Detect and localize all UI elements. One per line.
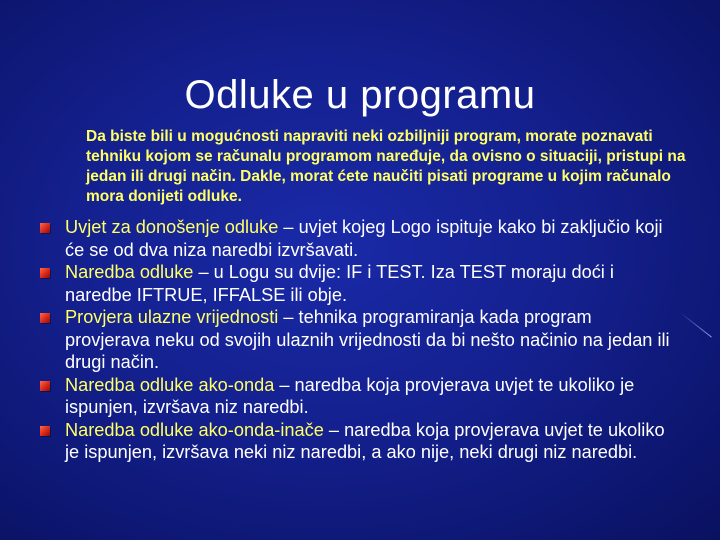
bullet-term: Provjera ulazne vrijednosti — [65, 307, 279, 327]
square-bullet-icon — [40, 426, 50, 436]
square-bullet-icon — [40, 313, 50, 323]
bullet-term: Naredba odluke ako-onda — [65, 374, 275, 395]
bullet-item — [40, 216, 680, 261]
bullet-term: Naredba odluke ako-onda-inače — [65, 419, 324, 440]
decorative-streak — [680, 312, 712, 337]
bullet-text: – naredba koja provjerava uvjet te ukoliko je ispunjen, izvršava niz naredbi. — [65, 374, 635, 417]
bullet-list — [40, 216, 680, 464]
bullet-term: Naredba odluke — [65, 262, 194, 282]
square-bullet-icon — [40, 268, 50, 278]
bullet-term: Uvjet za donošenje odluke — [65, 217, 279, 237]
intro-paragraph: Da biste bili u mogućnosti napraviti neki ozbiljniji program, morate poznavati tehniku kojom se računalu programom naređuje, da ovisno o situaciji, pristupi na jedan ili drugi način. Dakle, morat ćete naučiti pisati programe u kojim računalo mora donijeti odluke. — [86, 127, 686, 205]
square-bullet-icon — [40, 381, 50, 391]
slide-title: Odluke u programu — [184, 72, 536, 117]
bullet-item — [40, 374, 680, 419]
bullet-text: – u Logu su dvije: IF i TEST. Iza TEST moraju doći i naredbe IFTRUE, IFFALSE ili obje. — [65, 262, 614, 305]
square-bullet-icon — [40, 223, 50, 233]
bullet-item — [40, 261, 680, 306]
bullet-item — [40, 306, 680, 374]
bullet-text: – naredba koja provjerava uvjet te ukoliko je ispunjen, izvršava neki niz naredbi, a ako nije, neki drugi niz naredbi. — [65, 419, 665, 462]
bullet-text: – tehnika programiranja kada program provjerava neku od svojih ulaznih vrijednosti da bi nešto načinio na jedan ili drugi način. — [65, 307, 670, 372]
bullet-item — [40, 419, 680, 464]
bullet-text: – uvjet kojeg Logo ispituje kako bi zaključio koji će se od dva niza naredbi izvršavati. — [65, 217, 663, 260]
